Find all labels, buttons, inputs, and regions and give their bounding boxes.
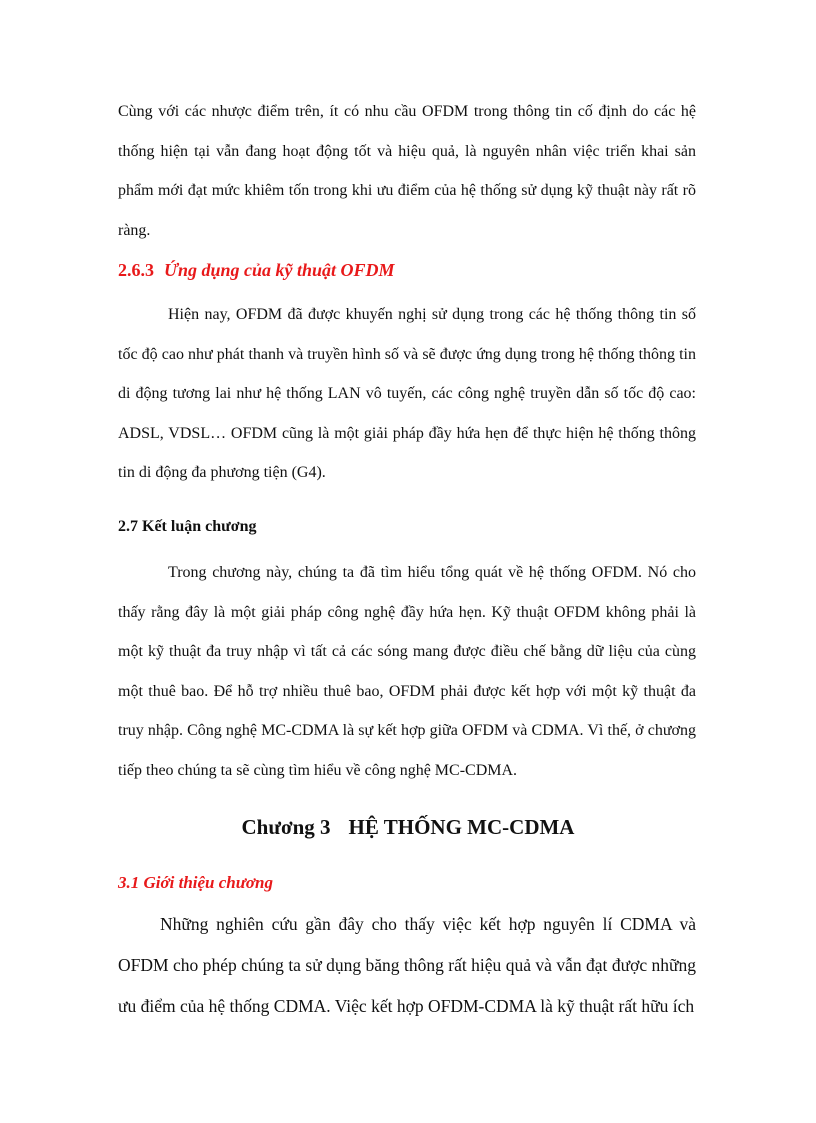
section-title: Ứng dụng của kỹ thuật OFDM: [164, 260, 395, 280]
paragraph-ofdm-drawbacks: Cùng với các nhược điểm trên, ít có nhu cầu OFDM trong thông tin cố định do các hệ thống hiện tại vẫn đang hoạt động tốt và hiệu quả, là nguyên nhân việc triển khai sản phẩm mới đạt mức khiêm tốn trong khi ưu điểm của hệ thống sử dụng kỹ thuật này rất rõ ràng.: [118, 103, 696, 239]
section-number: 2.6.3: [118, 260, 154, 280]
paragraph-chapter-intro: Những nghiên cứu gần đây cho thấy việc kết hợp nguyên lí CDMA và OFDM cho phép chúng ta sử dụng băng thông rất hiệu quả và vẫn đạt được những ưu điểm của hệ thống CDMA. Việc kết hợp OFDM-CDMA là kỹ thuật rất hữu ích: [118, 914, 696, 1016]
paragraph-ofdm-applications: Hiện nay, OFDM đã được khuyến nghị sử dụng trong các hệ thống thông tin số tốc độ cao như phát thanh và truyền hình số và sẽ được ứng dụng trong hệ thống thông tin di động tương lai như hệ thống LAN vô tuyến, các công nghệ truyền dẫn số tốc độ cao: ADSL, VDSL… OFDM cũng là một giải pháp đầy hứa hẹn để thực hiện hệ thống thông tin di động đa phương tiện (G4).: [118, 306, 696, 481]
chapter-heading: [0, 815, 816, 840]
chapter-title: HỆ THỐNG MC-CDMA: [348, 815, 575, 839]
section-heading-2-6-3: [118, 260, 395, 281]
section-heading-2-7: 2.7 Kết luận chương: [118, 518, 257, 535]
section-heading-3-1: 3.1 Giới thiệu chương: [118, 873, 274, 892]
paragraph-chapter-conclusion: Trong chương này, chúng ta đã tìm hiểu tổng quát về hệ thống OFDM. Nó cho thấy rằng đây là một giải pháp công nghệ đầy hứa hẹn. Kỹ thuật OFDM không phải là một kỹ thuật đa truy nhập vì tất cả các sóng mang được điều chế bằng dữ liệu của cùng một thuê bao. Để hỗ trợ nhiều thuê bao, OFDM phải được kết hợp với một kỹ thuật đa truy nhập. Công nghệ MC-CDMA là sự kết hợp giữa OFDM và CDMA. Vì thế, ở chương tiếp theo chúng ta sẽ cùng tìm hiểu về công nghệ MC-CDMA.: [118, 564, 696, 779]
chapter-number: Chương 3: [241, 815, 331, 839]
